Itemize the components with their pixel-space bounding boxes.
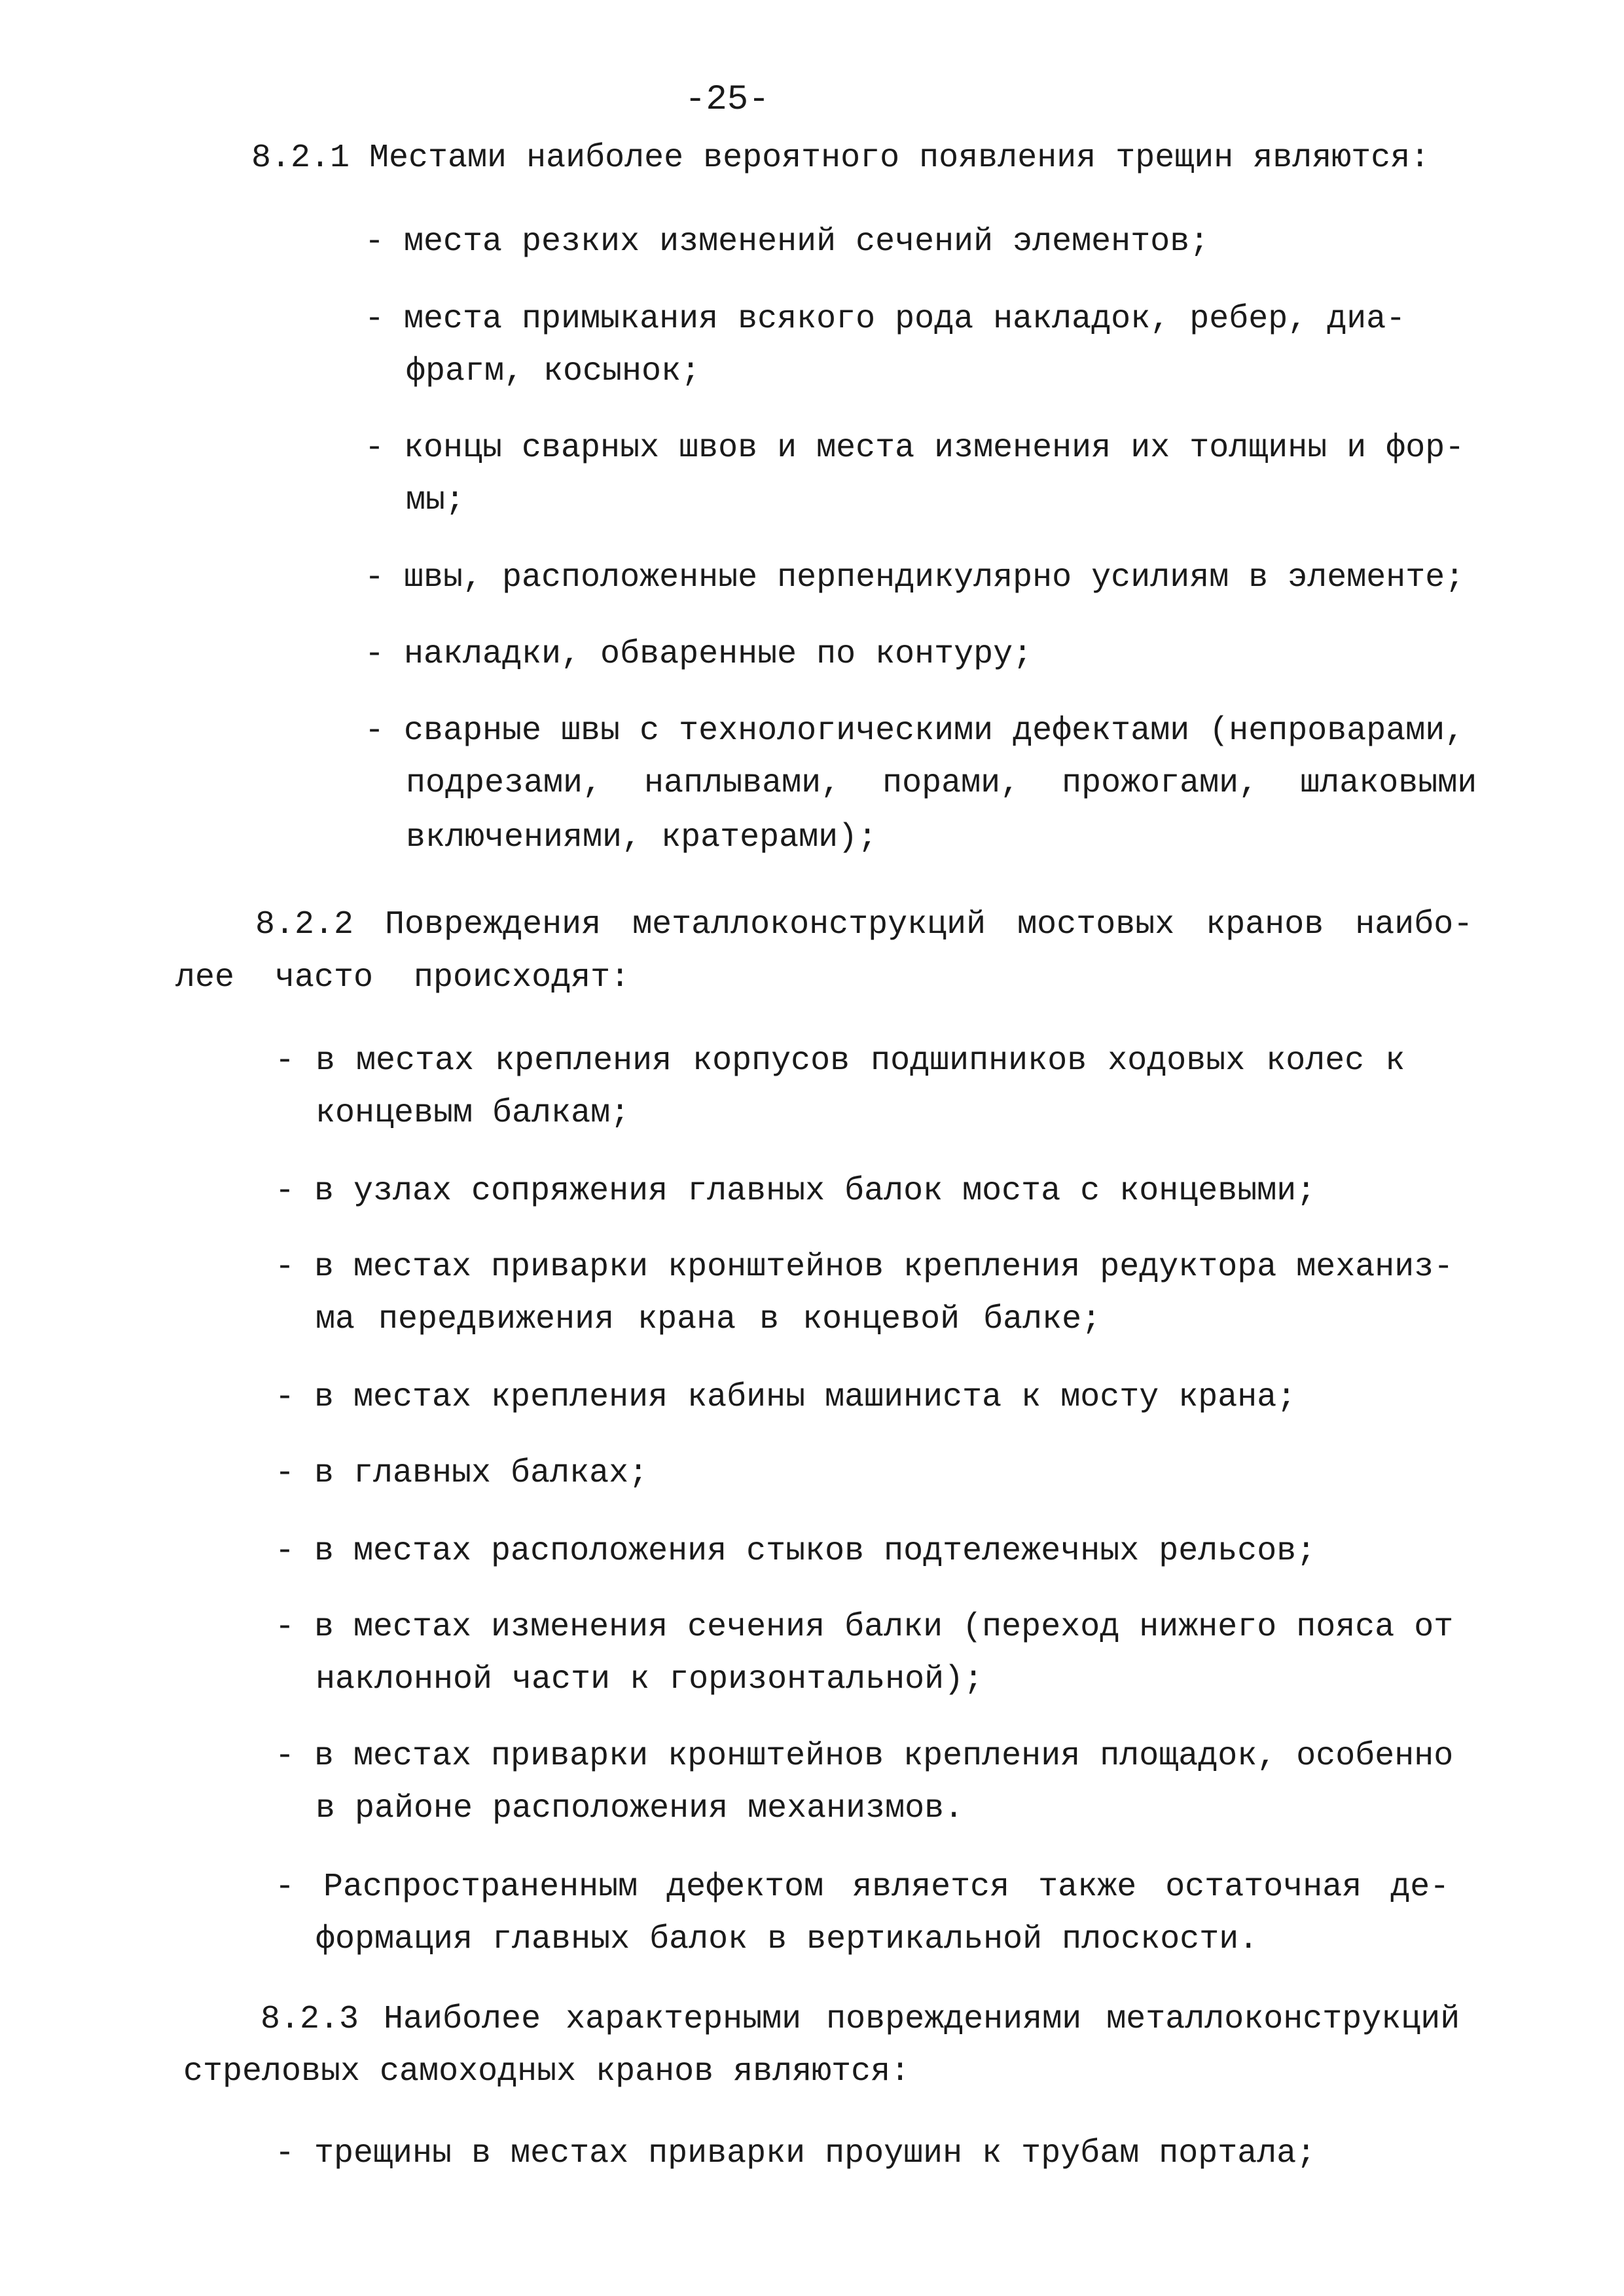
list-item-continuation: фрагм, косынок; bbox=[406, 353, 701, 390]
page-number: -25- bbox=[685, 80, 770, 120]
list-item: - в местах крепления кабины машиниста к мосту крана; bbox=[275, 1379, 1297, 1416]
list-item: - в местах крепления корпусов подшипников ходовых колес к bbox=[275, 1042, 1405, 1080]
list-item: - места резких изменений сечений элементов; bbox=[365, 223, 1210, 261]
list-item: - в местах приварки кронштейнов крепления редуктора механиз- bbox=[275, 1248, 1454, 1286]
list-item: - накладки, обваренные по контуру; bbox=[365, 636, 1033, 673]
section-8-2-2-heading-continuation: лее часто происходят: bbox=[175, 959, 630, 996]
section-8-2-3-heading: 8.2.3 Наиболее характерными повреждениями металлоконструкций bbox=[261, 2001, 1460, 2038]
list-item-continuation: наклонной части к горизонтальной); bbox=[316, 1661, 984, 1698]
list-item-continuation: в районе расположения механизмов. bbox=[316, 1790, 964, 1827]
list-item: - в главных балках; bbox=[275, 1455, 649, 1492]
section-8-2-3-heading-continuation: стреловых самоходных кранов являются: bbox=[183, 2053, 911, 2090]
list-item: - Распространенным дефектом является также остаточная де- bbox=[275, 1868, 1450, 1906]
list-item: - трещины в местах приварки проушин к трубам портала; bbox=[275, 2135, 1316, 2172]
list-item: - в местах расположения стыков подтележечных рельсов; bbox=[275, 1533, 1316, 1570]
list-item: - концы сварных швов и места изменения их толщины и фор- bbox=[365, 429, 1465, 467]
section-8-2-2-heading: 8.2.2 Повреждения металлоконструкций мостовых кранов наибо- bbox=[255, 906, 1473, 943]
list-item: - в местах изменения сечения балки (переход нижнего пояса от bbox=[275, 1609, 1454, 1646]
list-item: - швы, расположенные перпендикулярно усилиям в элементе; bbox=[365, 559, 1465, 596]
list-item-continuation: формация главных балок в вертикальной плоскости. bbox=[316, 1921, 1259, 1958]
list-item: - в местах приварки кронштейнов крепления площадок, особенно bbox=[275, 1738, 1454, 1775]
list-item-continuation: мы; bbox=[406, 482, 465, 519]
list-item-continuation: включениями, кратерами); bbox=[406, 819, 878, 856]
list-item-continuation: концевым балкам; bbox=[316, 1095, 630, 1132]
list-item: - сварные швы с технологическими дефектами (непроварами, bbox=[365, 712, 1465, 750]
list-item: - места примыкания всякого рода накладок, ребер, диа- bbox=[365, 301, 1406, 338]
list-item-continuation: подрезами, наплывами, порами, прожогами, шлаковыми bbox=[406, 765, 1477, 802]
list-item-continuation: ма передвижения крана в концевой балке; bbox=[316, 1301, 1102, 1338]
list-item: - в узлах сопряжения главных балок моста с концевыми; bbox=[275, 1173, 1316, 1210]
section-8-2-1-heading: 8.2.1 Местами наиболее вероятного появления трещин являются: bbox=[251, 139, 1430, 177]
